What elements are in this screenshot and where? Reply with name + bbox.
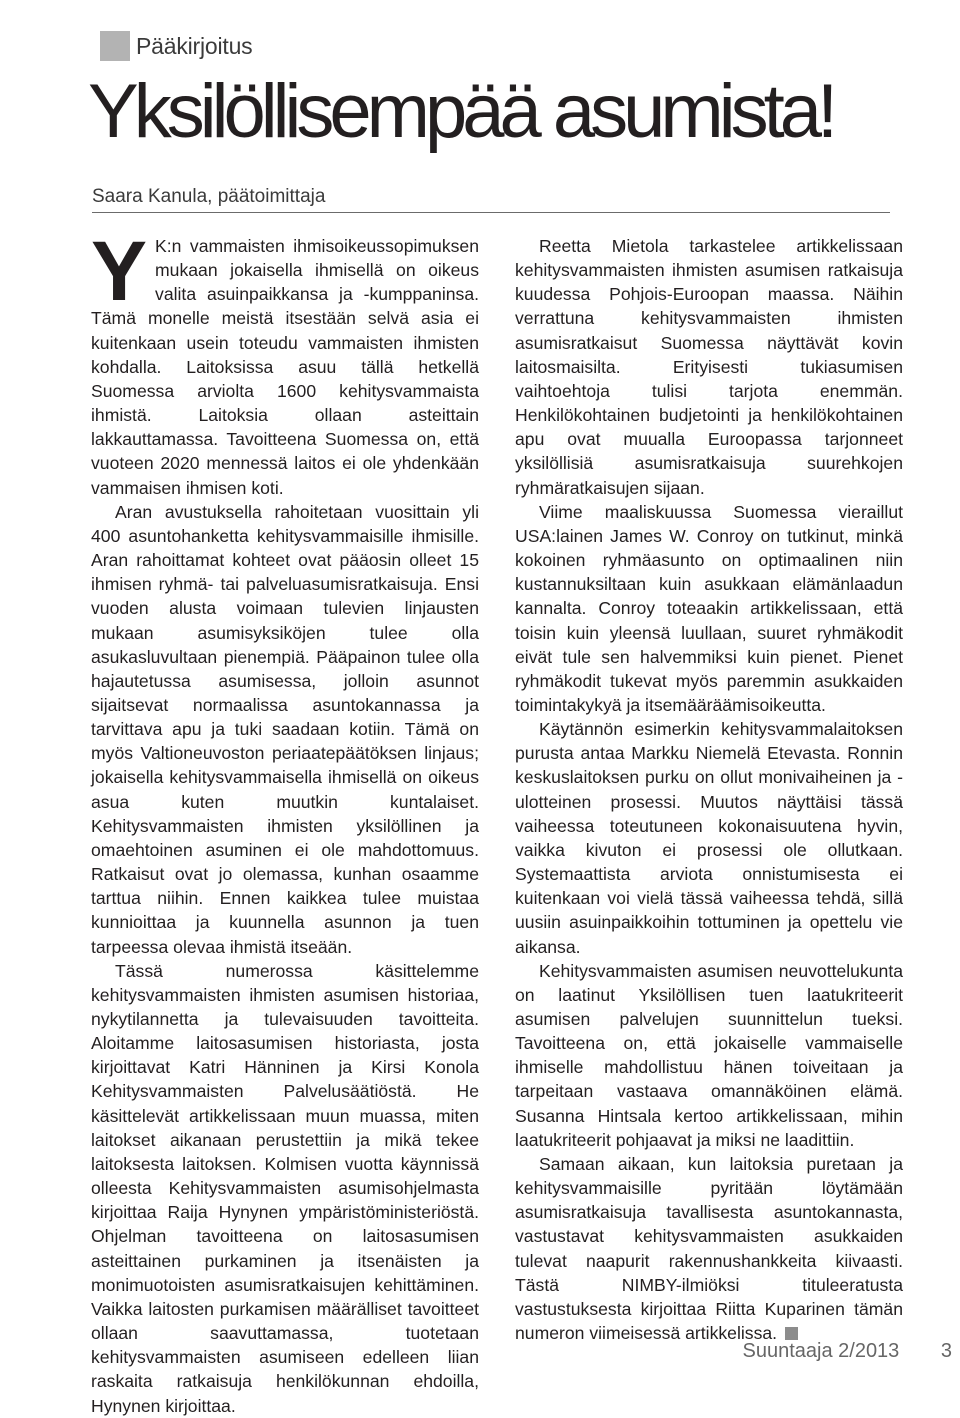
drop-cap: Y bbox=[91, 224, 148, 318]
magazine-issue: Suuntaaja 2/2013 bbox=[742, 1340, 900, 1362]
article-paragraph: Kehitysvammaisten asumisen neuvottelukunta on laatinut Yksilöllisen tuen laatukriteerit asumisen palvelujen suunnittelun tueksi. Tavoitteena on, että jokaiselle vammaiselle ihmiselle mahdollistuu hänen toiveitaan ja tarpeitaan vastaava omannäköinen elämä. Susanna Hintsala kertoo artikkelissaan, mihin laatukriteerit pohjaavat ja miksi ne laadittiin. bbox=[515, 960, 903, 1150]
end-of-article-icon bbox=[785, 1327, 798, 1340]
article-paragraph: Reetta Mietola tarkastelee artikkelissaan kehitysvammaisten ihmisten asumisen ratkaisuja kuudessa Pohjois-Euroopan maassa. Näihin verrattuna kehitysvammaisten ihmisten asumisratkaisut Suomessa näyttävät kovin laitosmaisilta. Erityisesti tukiasumisen vaihtoehtoja tulisi tarjota enemmän. Henkilökohtainen budjetointi ja henkilökohtainen apu ovat muualla Euroopassa tarjonneet yksilöllisiä asumisratkaisuja suurehkojen ryhmäratkaisujen sijaan. bbox=[515, 236, 903, 498]
paragraph-text: K:n vammaisten ihmisoikeussopimuksen mukaan jokaisella ihmisellä on oikeus valita asuinpaikkansa ja -kumppaninsa. Tämä monelle meistä itsestään selvä asia ei kuitenkaan usein toteudu vammaisten ihmisten kohdalla. Laitoksissa asuu tällä hetkellä Suomessa arviolta 1600 kehitysvammaista ihmistä. Laitoksia ollaan asteittain lakkauttamassa. Tavoitteena Suomessa on, että vuoteen 2020 mennessä laitos ei ole yhdenkään vammaisen ihmisen koti. bbox=[91, 236, 479, 498]
page-footer bbox=[743, 1340, 953, 1363]
article-paragraph: Käytännön esimerkin kehitysvammalaitoksen purusta antaa Markku Niemelä Etevasta. Ronnin keskuslaitoksen purku on ollut monivaiheinen ja -ulotteinen prosessi. Muutos näyttäisi tässä vaiheessa toteutuneen kokonaisuutena hyvin, vaikka kivuton ei prosessi ole ollutkaan. Systemaattista arviota onnistumisesta ei kuitenkaan voi vielä tässä vaiheessa tehdä, sillä uusiin asuinpaikkoihin tottuminen ja opettelu vie aikansa. bbox=[515, 719, 903, 957]
paragraph-text: Samaan aikaan, kun laitoksia puretaan ja kehitysvammaisille pyritään löytämään asumisratkaisuja tavallisesta asuntokannasta, vastustavat kehitysvammaisten asukkaiden tulevat naapurit rakennushankkeita kiivaasti. Tästä NIMBY-ilmiöksi tituleeratusta vastustuksesta kirjoittaa Riitta Kuparinen tämän numeron viimeisessä artikkelissa. bbox=[515, 1153, 903, 1344]
article-paragraph: Tässä numerossa käsittelemme kehitysvammaisten ihmisten asumisen historiaa, nykytilannetta ja tulevaisuuden tavoitteita. Aloitamme laitosasumisen historiasta, josta kirjoittavat Katri Hänninen ja Kirsi Konola Kehitysvammaisten Palvelusäätiöstä. He käsittelevät artikkelissaan muun muassa, miten laitokset aikanaan perustettiin ja mikä tekee laitoksesta laitoksen. Kolmisen vuotta käynnissä olleesta Kehitysvammaisten asumisohjelmasta kirjoittaa Raija Hynynen ympäristöministeriöstä. Ohjelman tavoitteena on laitosasumisen asteittainen purkaminen ja itsenäisten ja monimuotoisten asumisratkaisujen kehittäminen. Vaikka laitosten purkamisen määrälliset tavoitteet ollaan saavuttamassa, tuotetaan kehitysvammaisten asumiseen edelleen liian raskaita ratkaisuja henkilökunnan ehdoilla, Hynynen kirjoittaa. bbox=[91, 960, 479, 1416]
section-title: Pääkirjoitus bbox=[136, 32, 253, 59]
byline: Saara Kanula, päätoimittaja bbox=[92, 186, 890, 213]
section-marker bbox=[100, 31, 130, 61]
section-label bbox=[100, 30, 253, 62]
page-number: 3 bbox=[940, 1340, 952, 1362]
article-paragraph: Aran avustuksella rahoitetaan vuosittain yli 400 asuntohanketta kehitysvammaisille ihmisille. Aran rahoittamat kohteet ovat pääosin olleet 15 ihmisen ryhmä- tai palveluasumisratkaisuja. Ensi vuoden alusta voimaan tulevien linjausten mukaan asumisyksiköjen tulee olla asukasluvultaan pienempiä. Pääpainon tulee olla hajautetussa asumisessa, jolloin asunnot sijaitsevat normaalissa asuntokannassa ja tarvittava apu ja tuki saadaan kotiin. Tämä on myös Valtioneuvoston periaatepäätöksen linjaus; jokaisella kehitysvammaisella ihmisellä on oikeus asua kuten muutkin kuntalaiset. Kehitysvammaisten ihmisten yksilöllinen ja omaehtoinen asuminen ei ole mahdottomuus. Ratkaisut ovat jo olemassa, kunhan osaamme tarttua niihin. Ennen kaikkea tulee muistaa kunnioittaa ja kuunnella asunnon ja tuen tarpeessa olevaa ihmistä itseään. bbox=[91, 501, 479, 957]
article-paragraph: Viime maaliskuussa Suomessa vieraillut USA:lainen James W. Conroy on tutkinut, minkä kokoinen ryhmäasunto on optimaalinen niin kustannuksiltaan kuin asukkaan elämänlaadun kannalta. Conroy toteaakin artikkelissaan, että toisin kuin yleensä luullaan, suuret ryhmäkodit eivät tule sen halvemmiksi kuin pienet. Pienet ryhmäkodit tukevat myös paremmin asukkaiden toimintakykyä ja itsemääräämisoikeutta. bbox=[515, 501, 903, 715]
article-column-right bbox=[515, 234, 903, 1345]
article-column-left bbox=[91, 224, 479, 1418]
article-paragraph bbox=[515, 1152, 903, 1345]
article-paragraph bbox=[91, 224, 479, 500]
article-title: Yksilöllisempää asumista! bbox=[88, 69, 834, 154]
